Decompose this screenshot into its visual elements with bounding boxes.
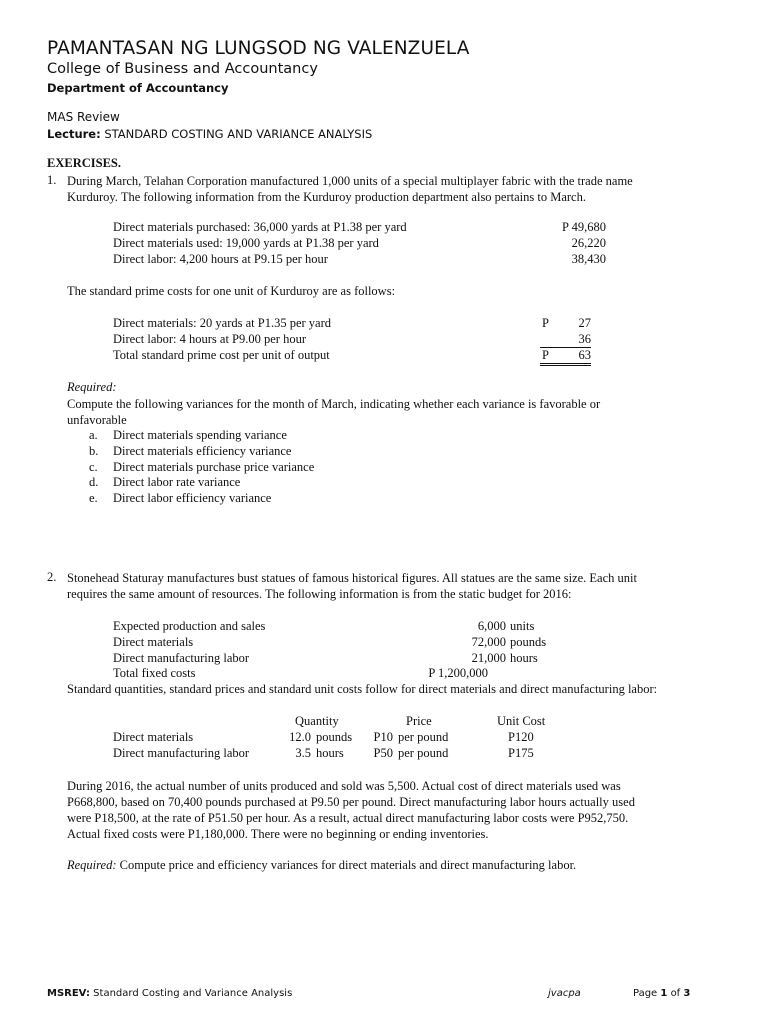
ex1-standard-label-2: Total standard prime cost per unit of output xyxy=(113,348,330,362)
ex1-intro xyxy=(67,173,708,205)
footer-page-num: 1 xyxy=(660,988,668,999)
ex2-required-label: Required: xyxy=(67,858,117,872)
ex1-standard-label-1: Direct labor: 4 hours at P9.00 per hour xyxy=(113,332,307,346)
ex2-actuals xyxy=(67,778,708,842)
exercises-heading: EXERCISES. xyxy=(47,156,121,170)
ex1-actual-label-1: Direct materials used: 19,000 yards at P1.38 per yard xyxy=(113,236,379,250)
footer-page-total: 3 xyxy=(683,988,691,999)
ex1-item-letter-3: d. xyxy=(89,475,99,489)
ex2-budget-unit-0: units xyxy=(510,619,535,633)
ex2-required-text: Compute price and efficiency variances for direct materials and direct manufacturing labor. xyxy=(119,858,577,872)
college-name: College of Business and Accountancy xyxy=(47,61,318,77)
lecture-line xyxy=(47,127,372,141)
ex2-budget-value-0: 6,000 xyxy=(477,619,506,633)
ex1-actual-amount-2: 38,430 xyxy=(571,252,606,266)
ex1-intro-line2: Kurduroy. The following information from the Kurduroy production department also pertains to March. xyxy=(67,190,586,204)
ex1-actual-label-0: Direct materials purchased: 36,000 yards at P1.38 per yard xyxy=(113,220,407,234)
ex1-item-text-2: Direct materials purchase price variance xyxy=(113,460,315,474)
ex2-intro-line2: requires the same amount of resources. The following information is from the static budget for 2016: xyxy=(67,587,572,601)
school-name: PAMANTASAN NG LUNGSOD NG VALENZUELA xyxy=(47,38,470,59)
ex1-standard-amount-0: 27 xyxy=(578,316,591,330)
ex2-header-unit-cost: Unit Cost xyxy=(497,714,546,728)
ex1-item-text-0: Direct materials spending variance xyxy=(113,428,287,442)
ex2-std-price-unit-0: per pound xyxy=(398,730,449,744)
ex1-item-letter-0: a. xyxy=(89,428,98,442)
ex2-std-cost-1: P175 xyxy=(508,746,534,760)
ex2-intro xyxy=(67,570,708,602)
ex2-standards-intro: Standard quantities, standard prices and standard unit costs follow for direct materials and direct manufacturing labor: xyxy=(67,682,658,696)
ex1-standard-amount-1: 36 xyxy=(540,332,591,348)
ex2-std-qty-1: 3.5 xyxy=(295,746,311,760)
ex1-item-text-3: Direct labor rate variance xyxy=(113,475,241,489)
ex1-item-letter-1: b. xyxy=(89,444,99,458)
ex2-actual-line1: During 2016, the actual number of units produced and sold was 5,500. Actual cost of direct materials used was xyxy=(67,779,621,793)
ex2-std-price-unit-1: per pound xyxy=(398,746,449,760)
ex2-budget-label-2: Direct manufacturing labor xyxy=(113,651,250,665)
ex2-intro-line1: Stonehead Staturay manufactures bust statues of famous historical figures. All statues are the same size. Each unit xyxy=(67,571,637,585)
ex1-actual-amount-0: P 49,680 xyxy=(562,220,606,234)
ex2-std-qty-unit-1: hours xyxy=(316,746,344,760)
ex1-item-text-4: Direct labor efficiency variance xyxy=(113,491,272,505)
footer-title: Standard Costing and Variance Analysis xyxy=(93,988,293,999)
footer-code: MSREV: xyxy=(47,988,90,999)
ex2-required xyxy=(67,858,576,873)
ex1-required-line2: unfavorable xyxy=(67,413,127,427)
ex1-standard-currency-2: P xyxy=(542,348,549,362)
ex2-actual-line4: Actual fixed costs were P1,180,000. There were no beginning or ending inventories. xyxy=(67,827,489,841)
ex2-budget-value-1: 72,000 xyxy=(471,635,506,649)
ex2-budget-unit-2: hours xyxy=(510,651,538,665)
ex1-standard-total xyxy=(540,348,591,366)
footer-page xyxy=(633,988,690,999)
ex1-required-label: Required: xyxy=(67,380,117,394)
ex2-std-qty-unit-0: pounds xyxy=(316,730,353,744)
ex1-standard-amount-2: 63 xyxy=(578,348,591,362)
ex1-required-line1: Compute the following variances for the month of March, indicating whether each variance is favorable or xyxy=(67,397,601,411)
ex1-number: 1. xyxy=(47,173,57,187)
ex2-std-qty-0: 12.0 xyxy=(289,730,311,744)
ex1-actual-label-2: Direct labor: 4,200 hours at P9.15 per hour xyxy=(113,252,328,266)
ex2-budget-value-3: P 1,200,000 xyxy=(428,666,488,680)
ex1-item-letter-4: e. xyxy=(89,491,98,505)
ex2-std-cost-0: P120 xyxy=(508,730,534,744)
ex2-std-price-1: P50 xyxy=(373,746,393,760)
ex2-std-label-1: Direct manufacturing labor xyxy=(113,746,250,760)
ex2-budget-label-3: Total fixed costs xyxy=(113,666,196,680)
lecture-label: Lecture: xyxy=(47,127,101,141)
ex2-budget-value-2: 21,000 xyxy=(471,651,506,665)
ex1-standard-label-0: Direct materials: 20 yards at P1.35 per yard xyxy=(113,316,331,330)
footer-author: jvacpa xyxy=(548,988,581,999)
ex1-actual-amount-1: 26,220 xyxy=(571,236,606,250)
ex2-budget-unit-1: pounds xyxy=(510,635,547,649)
lecture-title: STANDARD COSTING AND VARIANCE ANALYSIS xyxy=(104,127,373,141)
footer-of-word: of xyxy=(670,988,681,999)
ex2-header-price: Price xyxy=(406,714,432,728)
department-name: Department of Accountancy xyxy=(47,81,229,95)
ex1-standard-currency-0: P xyxy=(542,316,549,330)
ex2-budget-label-0: Expected production and sales xyxy=(113,619,266,633)
footer-left xyxy=(47,988,292,999)
ex2-actual-line2: P668,800, based on 70,400 pounds purchased at P9.50 per pound. Direct manufacturing labor hours actually used xyxy=(67,795,635,809)
ex2-number: 2. xyxy=(47,570,57,584)
ex1-item-text-1: Direct materials efficiency variance xyxy=(113,444,292,458)
ex2-budget-label-1: Direct materials xyxy=(113,635,194,649)
ex1-intro-line1: During March, Telahan Corporation manufactured 1,000 units of a special multiplayer fabric with the trade name xyxy=(67,174,633,188)
ex1-item-letter-2: c. xyxy=(89,460,98,474)
footer-page-word: Page xyxy=(633,988,658,999)
ex1-standard-intro: The standard prime costs for one unit of Kurduroy are as follows: xyxy=(67,284,396,298)
ex2-std-label-0: Direct materials xyxy=(113,730,194,744)
ex2-header-quantity: Quantity xyxy=(295,714,339,728)
course-name: MAS Review xyxy=(47,110,120,124)
ex1-required xyxy=(67,396,708,428)
ex2-std-price-0: P10 xyxy=(373,730,393,744)
ex2-actual-line3: were P18,500, at the rate of P51.50 per hour. As a result, actual direct manufacturing labor costs were P952,750. xyxy=(67,811,629,825)
